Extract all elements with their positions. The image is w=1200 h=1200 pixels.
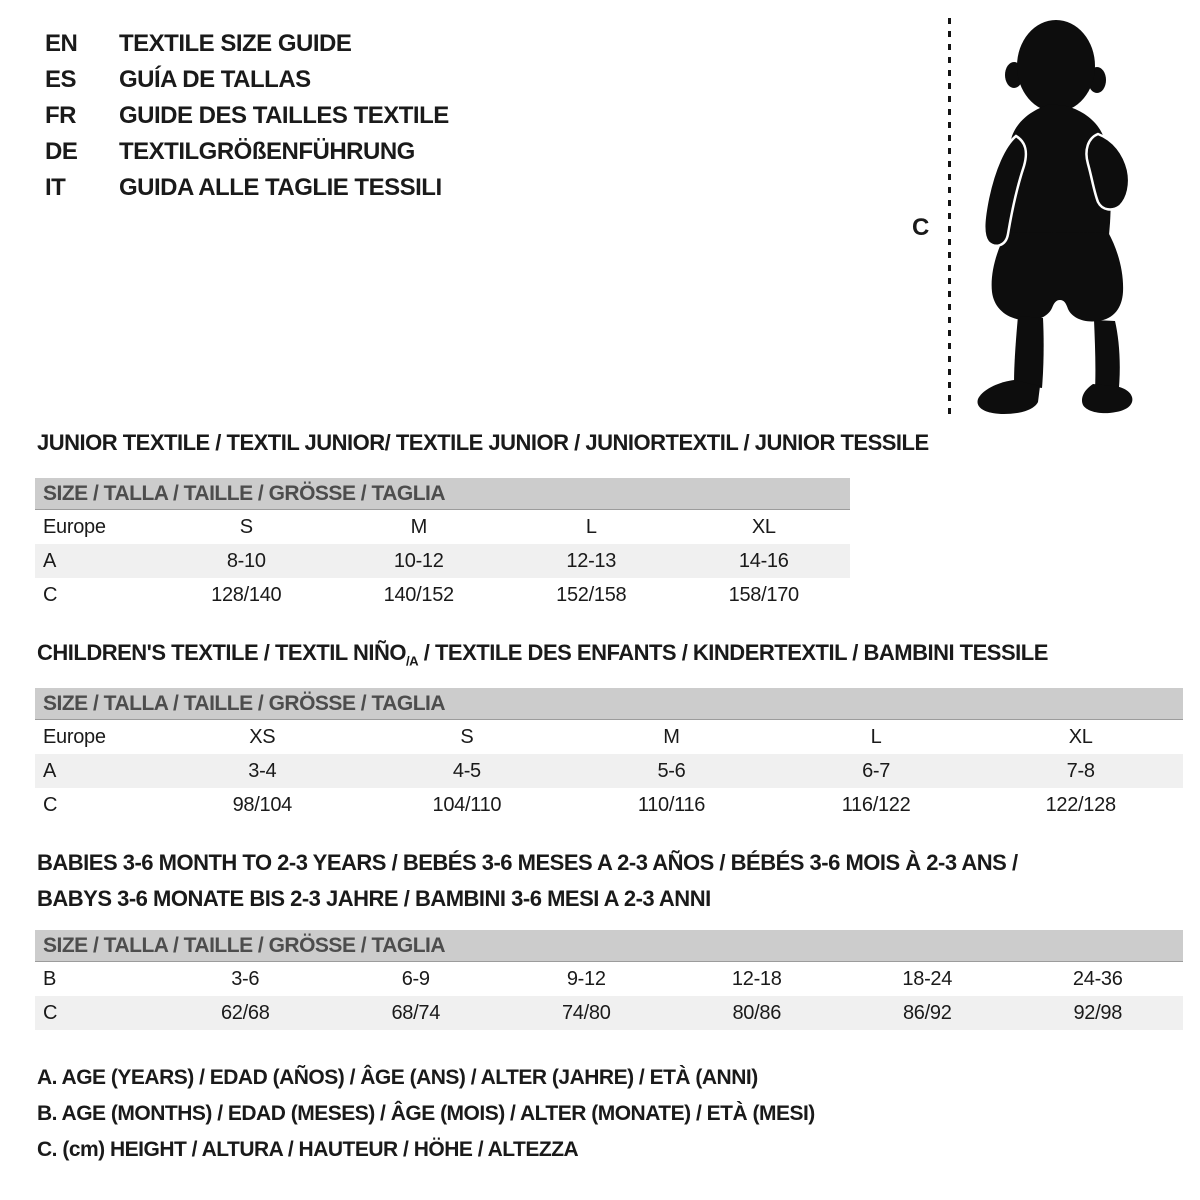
cell: 8-10 — [160, 544, 333, 578]
row-label: A — [35, 544, 160, 578]
cell: XS — [249, 725, 276, 748]
cell: 86/92 — [842, 996, 1013, 1030]
row-label: A — [35, 754, 160, 788]
cell: 3-4 — [160, 754, 365, 788]
cell: L — [585, 515, 597, 538]
children-section-title — [37, 640, 1048, 668]
cell: XL — [1068, 725, 1093, 748]
cell: L — [870, 725, 882, 748]
cell: 12-18 — [731, 967, 782, 990]
cell: S — [460, 725, 474, 748]
row-label: C — [35, 996, 160, 1030]
cell: 92/98 — [1013, 996, 1184, 1030]
row-label: C — [43, 583, 58, 606]
language-title: GUIDA ALLE TAGLIE TESSILI — [119, 174, 442, 201]
cell: 14-16 — [678, 544, 851, 578]
size-header-bar: SIZE / TALLA / TAILLE / GRÖSSE / TAGLIA — [35, 688, 1183, 720]
row-label: Europe — [43, 515, 106, 538]
children-title-sub: /A — [405, 653, 419, 669]
language-code: EN — [45, 30, 78, 57]
cell: 98/104 — [232, 793, 292, 816]
cell: M — [663, 725, 680, 748]
language-row — [45, 134, 449, 170]
language-title: TEXTILGRÖßENFÜHRUNG — [119, 138, 415, 165]
legend-line-c: C. (cm) HEIGHT / ALTURA / HAUTEUR / HÖHE / ALTEZZA — [37, 1138, 579, 1161]
children-size-table — [35, 688, 1183, 822]
language-code: FR — [45, 102, 76, 129]
cell: 80/86 — [672, 996, 843, 1030]
cell: 7-8 — [978, 754, 1183, 788]
table-row — [35, 510, 850, 544]
language-title: GUIDE DES TAILLES TEXTILE — [119, 102, 449, 129]
language-code: IT — [45, 174, 66, 201]
language-code: ES — [45, 66, 77, 93]
table-row — [35, 544, 850, 578]
size-header-bar: SIZE / TALLA / TAILLE / GRÖSSE / TAGLIA — [35, 930, 1183, 962]
cell: XL — [751, 515, 776, 538]
language-row — [45, 98, 449, 134]
cell: 10-12 — [333, 544, 506, 578]
cell: 104/110 — [432, 793, 502, 816]
cell: 3-6 — [231, 967, 260, 990]
legend-line-b: B. AGE (MONTHS) / EDAD (MESES) / ÂGE (MOIS) / ALTER (MONATE) / ETÀ (MESI) — [37, 1102, 815, 1125]
junior-section-title: JUNIOR TEXTILE / TEXTIL JUNIOR/ TEXTILE JUNIOR / JUNIORTEXTIL / JUNIOR TESSILE — [37, 430, 929, 455]
children-title-part1: CHILDREN'S TEXTILE / TEXTIL NIÑO — [37, 640, 406, 665]
cell: 9-12 — [566, 967, 606, 990]
babies-title-line1: BABIES 3-6 MONTH TO 2-3 YEARS / BEBÉS 3-6 MESES A 2-3 AÑOS / BÉBÉS 3-6 MOIS À 2-3 ANS / — [37, 850, 1018, 875]
language-row — [45, 62, 449, 98]
cell: 5-6 — [569, 754, 774, 788]
table-row — [35, 788, 1183, 822]
cell: M — [410, 515, 427, 538]
language-row — [45, 26, 449, 62]
size-header-bar: SIZE / TALLA / TAILLE / GRÖSSE / TAGLIA — [35, 478, 850, 510]
babies-size-table — [35, 930, 1183, 1030]
table-row — [35, 578, 850, 612]
language-title: TEXTILE SIZE GUIDE — [119, 30, 352, 57]
cell: 128/140 — [211, 583, 282, 606]
cell: 6-9 — [401, 967, 430, 990]
language-row — [45, 170, 449, 206]
cell: 6-7 — [774, 754, 979, 788]
cell: 24-36 — [1072, 967, 1123, 990]
cell: 68/74 — [331, 996, 502, 1030]
table-row — [35, 996, 1183, 1030]
language-title: GUÍA DE TALLAS — [119, 66, 311, 93]
cell: 18-24 — [902, 967, 953, 990]
height-measure-dashed-line — [948, 18, 951, 416]
table-row — [35, 754, 1183, 788]
cell: S — [239, 515, 253, 538]
babies-section-title — [37, 845, 1018, 917]
row-label: C — [43, 793, 58, 816]
junior-size-table — [35, 478, 850, 612]
cell: 140/152 — [383, 583, 454, 606]
height-measure-label: C — [912, 214, 930, 241]
cell: 4-5 — [365, 754, 570, 788]
cell: 152/158 — [556, 583, 627, 606]
legend-line-a: A. AGE (YEARS) / EDAD (AÑOS) / ÂGE (ANS) / ALTER (JAHRE) / ETÀ (ANNI) — [37, 1066, 758, 1089]
measurement-legend — [37, 1060, 815, 1168]
cell: 122/128 — [1045, 793, 1116, 816]
cell: 12-13 — [505, 544, 678, 578]
cell: 74/80 — [501, 996, 672, 1030]
row-label: Europe — [43, 725, 106, 748]
babies-title-line2: BABYS 3-6 MONATE BIS 2-3 JAHRE / BAMBINI 3-6 MESI A 2-3 ANNI — [37, 886, 711, 911]
row-label: B — [43, 967, 57, 990]
toddler-silhouette-image — [962, 18, 1142, 418]
cell: 62/68 — [160, 996, 331, 1030]
language-list — [45, 26, 449, 206]
table-row — [35, 720, 1183, 754]
cell: 158/170 — [728, 583, 799, 606]
children-title-part2: / TEXTILE DES ENFANTS / KINDERTEXTIL / BAMBINI TESSILE — [418, 640, 1048, 665]
table-row — [35, 962, 1183, 996]
cell: 116/122 — [841, 793, 911, 816]
language-code: DE — [45, 138, 78, 165]
cell: 110/116 — [637, 793, 706, 816]
